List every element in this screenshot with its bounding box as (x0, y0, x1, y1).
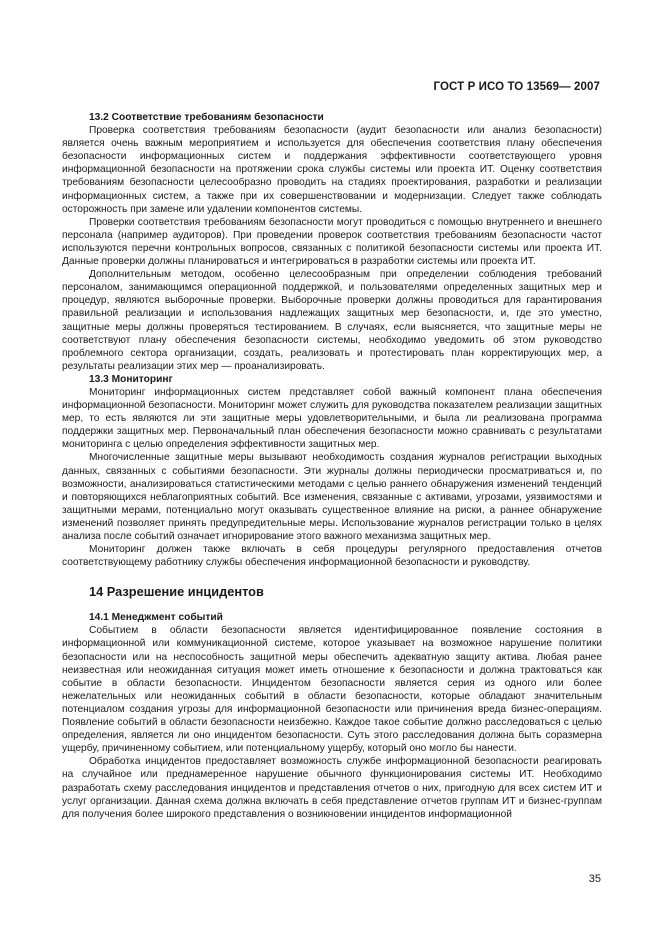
subsection-title-13-3: 13.3 Мониторинг (89, 373, 173, 385)
paragraph: Обработка инцидентов предоставляет возможность службе информационной безопасности реагировать на случайное или преднамеренное нарушение обычного функционирования системы ИТ. Необходимо разработать схему расследования инцидентов и представления отчетов о них, пригодную для всех систем ИТ и услуг организации. Данная схема должна включать в себя представление отчетов группам ИТ и бизнес-группам для получения более широкого представления о возникновении инцидентов информационной (62, 756, 602, 820)
paragraph: Проверка соответствия требованиям безопасности (аудит безопасности или анализ безопасности) является очень важным мероприятием и используется для обеспечения соответствия плану обеспечения безопасности информационных систем и поддержания эффективности соответствующего уровня информационной безопасности на протяжении срока службы системы или проекта ИТ. Оценку соответствия требованиям безопасности целесообразно проводить на стадиях проектирования, разработки и реализации информационных систем, а также при их совершенствовании и модернизации. Следует также соблюдать осторожность при замене или удалении компонентов системы. (62, 125, 602, 215)
paragraph: Многочисленные защитные меры вызывают необходимость создания журналов регистрации выходных данных, связанных с событиями безопасности. Эти журналы должны периодически просматриваться и, по возможности, анализироваться статистическими методами с целью раннего обнаружения изменений тенденций и повторяющихся неблагоприятных событий. Все изменения, связанные с активами, угрозами, уязвимостями и защитными мерами, потенциально могут оказывать существенное влияние на риски, а раннее обнаружение изменений позволяет принять предупредительные меры. Использование журналов регистрации только в целях анализа после событий означает игнорирование этого важного механизма защитных мер. (62, 452, 602, 542)
subsection-title-13-2: 13.2 Соответствие требованиям безопасности (89, 112, 324, 123)
subsection-title-14-1: 14.1 Менеджмент событий (89, 612, 223, 624)
section-title-14: 14 Разрешение инцидентов (89, 584, 264, 600)
paragraph: Событием в области безопасности является идентифицированное появление состояния в информационной или коммуникационной системе, которое указывает на возможное нарушение политики безопасности или на неспособность защитной меры обеспечить адекватную защиту актива. Любая ранее неизвестная или неожиданная ситуация может иметь отношение к безопасности и должна трактоваться как событие в области безопасности. Инцидентом безопасности является серия из одного или более нежелательных или неожиданных событий в области безопасности, которые обладают значительным потенциалом создания угрозы для информационной безопасности или причинения вреда бизнес-операциям. Появление событий в области безопасности неизбежно. Каждое такое событие должно расследоваться с целью определения, является ли оно инцидентом безопасности. Суть этого расследования должна быть соразмерна ущербу, причиненному событием, или потенциальному ущербу, который оно могло бы нанести. (62, 625, 602, 755)
paragraph: Дополнительным методом, особенно целесообразным при определении соблюдения требований персоналом, занимающимся операционной поддержкой, и пользователями определенных защитных мер и процедур, являются выборочные проверки. Выборочные проверки должны проводиться для гарантирования правильной реализации и использования надлежащих защитных мер безопасности, и, где это уместно, защитные меры должны проверяться тестированием. В случаях, если выясняется, что защитные меры не соответствуют плану обеспечения безопасности системы, необходимо уведомить об этом руководство проблемного сектора организации, создать, реализовать и протестировать план корректирующих мер, а результаты реализации этих мер — проанализировать. (62, 269, 602, 372)
paragraph: Мониторинг должен также включать в себя процедуры регулярного предоставления отчетов соответствующему работнику службы обеспечения информационной безопасности и руководству. (62, 544, 602, 569)
document-header: ГОСТ Р ИСО ТО 13569— 2007 (433, 81, 600, 93)
document-body (62, 111, 602, 821)
paragraph: Проверки соответствия требованиям безопасности могут проводиться с помощью внутреннего и внешнего персонала (например аудиторов). При проведении проверок соответствия требованиям безопасности частот используются перечни контрольных вопросов, связанных с политикой безопасности системы или проекта ИТ. Данные проверки должны планироваться и интегрироваться в разработки системы или проекта ИТ. (62, 216, 602, 268)
paragraph: Мониторинг информационных систем представляет собой важный компонент плана обеспечения информационной безопасности. Мониторинг может служить для руководства показателем реализации защитных мер, то есть являются ли эти защитные меры удовлетворительными, и была ли реализована программа поддержки защитных мер. Первоначальный план обеспечения безопасности можно сравнивать с результатами мониторинга с целью определения эффективности защитных мер. (62, 386, 602, 451)
page-number: 35 (588, 873, 601, 885)
